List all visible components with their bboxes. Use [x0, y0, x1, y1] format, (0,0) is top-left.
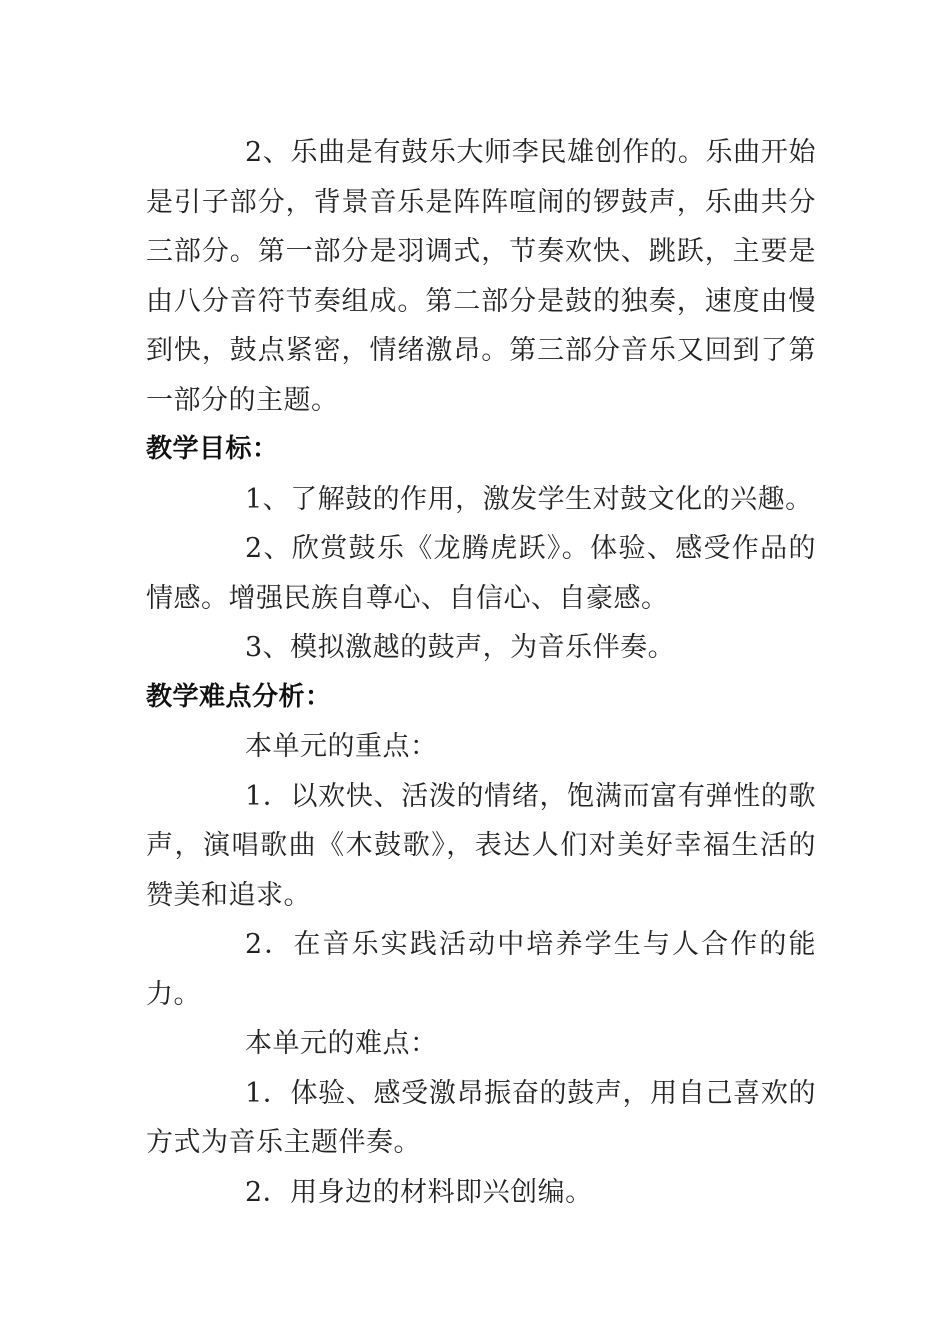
difficult-point-item-2: 2．用身边的材料即兴创编。 — [245, 1176, 593, 1208]
heading-teaching-goals: 教学目标： — [146, 434, 279, 464]
paragraph-music-description: 2、乐曲是有鼓乐大师李民雄创作的。乐曲开始是引子部分，背景音乐是阵阵喧闹的锣鼓声，乐曲共分三部分。第一部分是羽调式，节奏欢快、跳跃，主要是由八分音符节奏组成。第二部分是鼓的独奏，速度由慢到快，鼓点紧密，情绪激昂。第三部分音乐又回到了第一部分的主题。 — [146, 137, 816, 416]
difficult-points-label: 本单元的难点： — [245, 1028, 438, 1059]
document-page — [146, 128, 816, 1217]
heading-difficulty-analysis: 教学难点分析： — [146, 681, 332, 712]
key-point-item-1: 1．以欢快、活泼的情绪，饱满而富有弹性的歌声，演唱歌曲《木鼓歌》，表达人们对美好幸福生活的赞美和追求。 — [146, 780, 816, 911]
goal-item-2: 2、欣赏鼓乐《龙腾虎跃》。体验、感受作品的情感。增强民族自尊心、自信心、自豪感。 — [146, 533, 816, 614]
goal-item-1: 1、了解鼓的作用，激发学生对鼓文化的兴趣。 — [245, 483, 813, 515]
goal-item-3: 3、模拟激越的鼓声，为音乐伴奏。 — [245, 632, 676, 663]
key-point-item-2: 2．在音乐实践活动中培养学生与人合作的能力。 — [146, 929, 816, 1010]
key-points-label: 本单元的重点： — [245, 731, 438, 762]
difficult-point-item-1: 1．体验、感受激昂振奋的鼓声，用自己喜欢的方式为音乐主题伴奏。 — [146, 1077, 816, 1158]
